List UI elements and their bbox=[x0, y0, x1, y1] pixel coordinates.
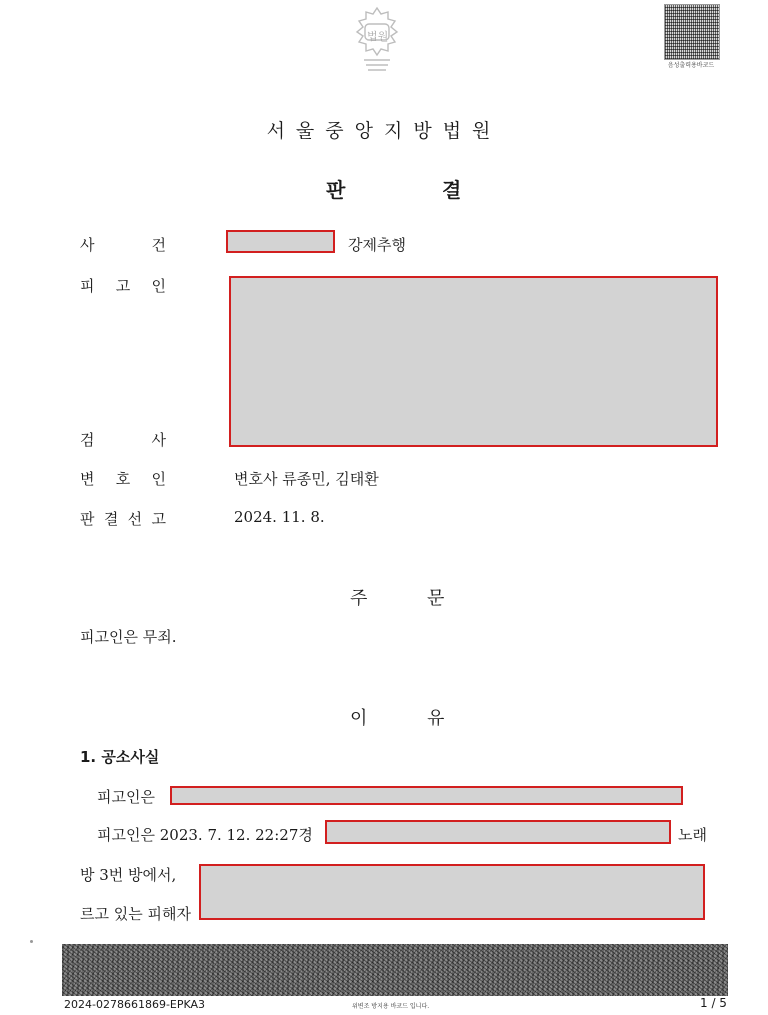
scan-speck bbox=[30, 940, 33, 943]
doc-title-left: 판 bbox=[326, 178, 346, 202]
attorney-names: 변호사 류종민, 김태환 bbox=[234, 470, 379, 488]
case-name: 강제추행 bbox=[348, 236, 406, 254]
section-1-title: 1. 공소사실 bbox=[80, 748, 160, 766]
seal-label: 법원 bbox=[367, 30, 389, 43]
qr-barcode bbox=[664, 4, 720, 60]
reasons-heading-left: 이 bbox=[350, 708, 368, 729]
field-label-defendant: 피 고 인 bbox=[80, 277, 166, 295]
order-text: 피고인은 무죄. bbox=[80, 628, 177, 646]
sentencing-date: 2024. 11. 8. bbox=[234, 508, 325, 526]
redaction-line-2 bbox=[325, 820, 671, 844]
order-heading-right: 문 bbox=[427, 588, 445, 609]
redaction-line-3-4 bbox=[199, 864, 705, 920]
facts-line-1-prefix: 피고인은 bbox=[97, 788, 155, 806]
barcode-caption: 음성출력용바코드 bbox=[667, 62, 715, 69]
field-label-sentencing-date: 판 결 선 고 bbox=[80, 510, 166, 528]
field-label-case: 사 건 bbox=[80, 236, 166, 254]
field-label-attorney: 변 호 인 bbox=[80, 470, 166, 488]
redaction-defendant-prosecutor bbox=[229, 276, 718, 447]
field-label-prosecutor: 검 사 bbox=[80, 431, 166, 449]
redaction-case-number bbox=[226, 230, 335, 253]
order-heading-left: 주 bbox=[350, 588, 368, 609]
facts-line-4-prefix: 르고 있는 피해자 bbox=[80, 905, 191, 923]
facts-line-2-suffix: 노래 bbox=[678, 826, 707, 844]
facts-line-3-prefix: 방 3번 방에서, bbox=[80, 866, 177, 884]
facts-line-2-prefix: 피고인은 2023. 7. 12. 22:27경 bbox=[97, 826, 313, 844]
document-code: 2024-0278661869-EPKA3 bbox=[64, 998, 206, 1011]
anti-forgery-pattern bbox=[62, 944, 728, 996]
doc-title-right: 결 bbox=[442, 178, 462, 202]
court-name: 서울중앙지방법원 bbox=[266, 120, 502, 142]
anti-forgery-note: 위변조 방지용 바코드 입니다. bbox=[352, 1003, 430, 1010]
reasons-heading-right: 유 bbox=[427, 708, 445, 729]
page-number: 1 / 5 bbox=[700, 996, 727, 1010]
redaction-line-1 bbox=[170, 786, 683, 805]
